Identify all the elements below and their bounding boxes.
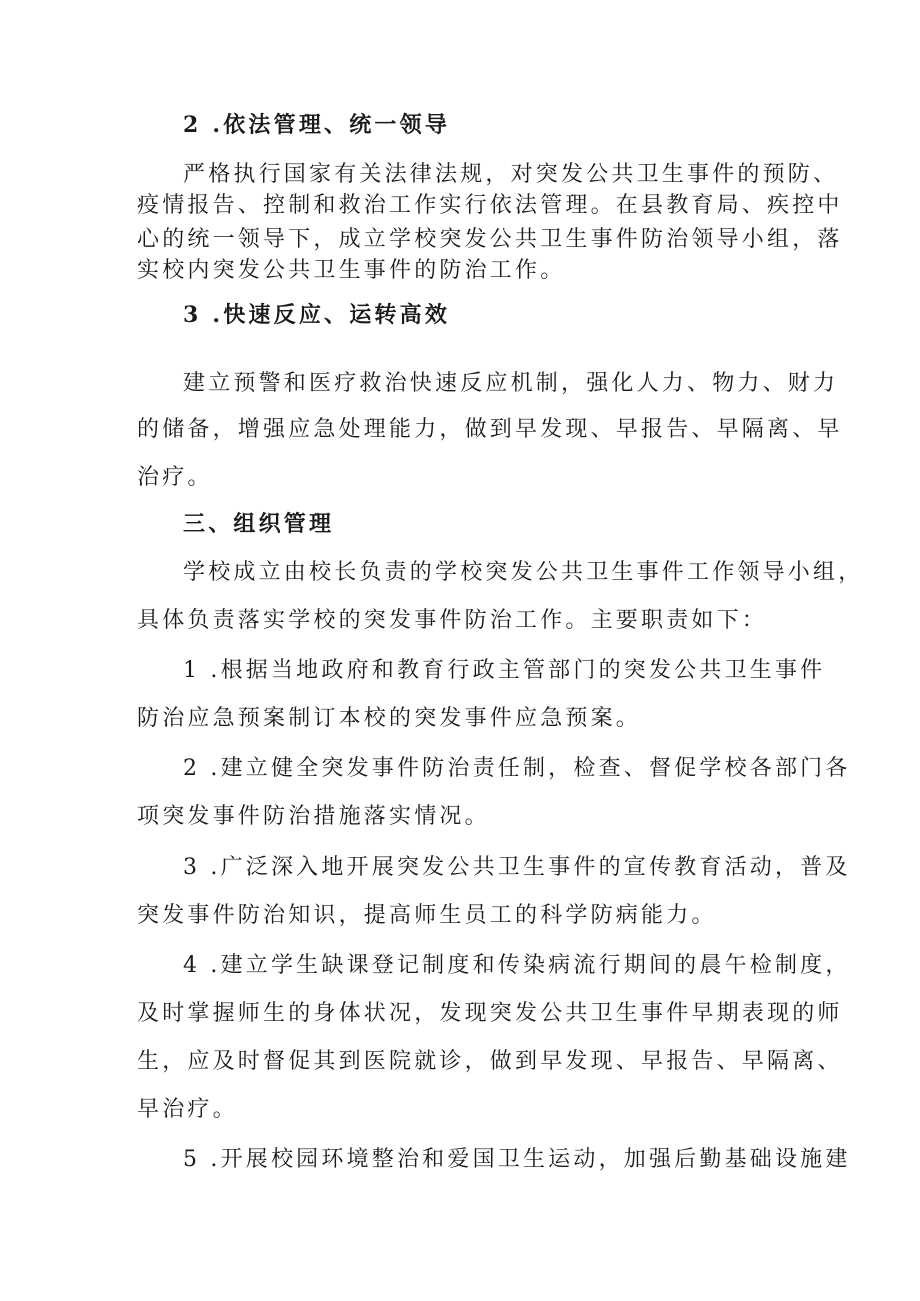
duty-item-line: 及时掌握师生的身体状况，发现突发公共卫生事件早期表现的师 bbox=[137, 1001, 843, 1026]
paragraph-line: 实校内突发公共卫生事件的防治工作。 bbox=[137, 258, 566, 283]
duty-item-line: 1 .根据当地政府和教育行政主管部门的突发公共卫生事件 bbox=[183, 658, 826, 683]
section-heading: 3 .快速反应、运转高效 bbox=[183, 302, 451, 328]
paragraph-line: 治疗。 bbox=[137, 465, 213, 490]
duty-item-line: 4 .建立学生缺课登记制度和传染病流行期间的晨午检制度， bbox=[183, 953, 851, 978]
duty-item-line: 防治应急预案制订本校的突发事件应急预案。 bbox=[137, 706, 642, 731]
paragraph-line: 建立预警和医疗救治快速反应机制，强化人力、物力、财力 bbox=[183, 371, 839, 396]
duty-item-line: 项突发事件防治措施落实情况。 bbox=[137, 804, 490, 829]
part-heading: 三、组织管理 bbox=[183, 511, 335, 537]
duty-item-line: 突发事件防治知识，提高师生员工的科学防病能力。 bbox=[137, 903, 717, 928]
paragraph-line: 疫情报告、控制和救治工作实行依法管理。在县教育局、疾控中 bbox=[137, 193, 843, 218]
duty-item-line: 早治疗。 bbox=[137, 1097, 238, 1122]
paragraph-line: 严格执行国家有关法律法规，对突发公共卫生事件的预防、 bbox=[183, 162, 839, 187]
paragraph-line: 学校成立由校长负责的学校突发公共卫生事件工作领导小组， bbox=[183, 560, 864, 585]
duty-item-line: 5 .开展校园环境整治和爱国卫生运动，加强后勤基础设施建 bbox=[183, 1147, 851, 1172]
section-heading: 2 .依法管理、统一领导 bbox=[183, 112, 451, 138]
duty-item-line: 3 .广泛深入地开展突发公共卫生事件的宣传教育活动，普及 bbox=[183, 855, 851, 880]
paragraph-line: 的储备，增强应急处理能力，做到早发现、早报告、早隔离、早 bbox=[137, 417, 843, 442]
paragraph-line: 心的统一领导下，成立学校突发公共卫生事件防治领导小组，落 bbox=[137, 227, 843, 252]
duty-item-line: 2 .建立健全突发事件防治责任制，检查、督促学校各部门各 bbox=[183, 756, 851, 781]
duty-item-line: 生，应及时督促其到医院就诊，做到早发现、早报告、早隔离、 bbox=[137, 1049, 843, 1074]
paragraph-line: 具体负责落实学校的突发事件防治工作。主要职责如下： bbox=[137, 608, 768, 633]
